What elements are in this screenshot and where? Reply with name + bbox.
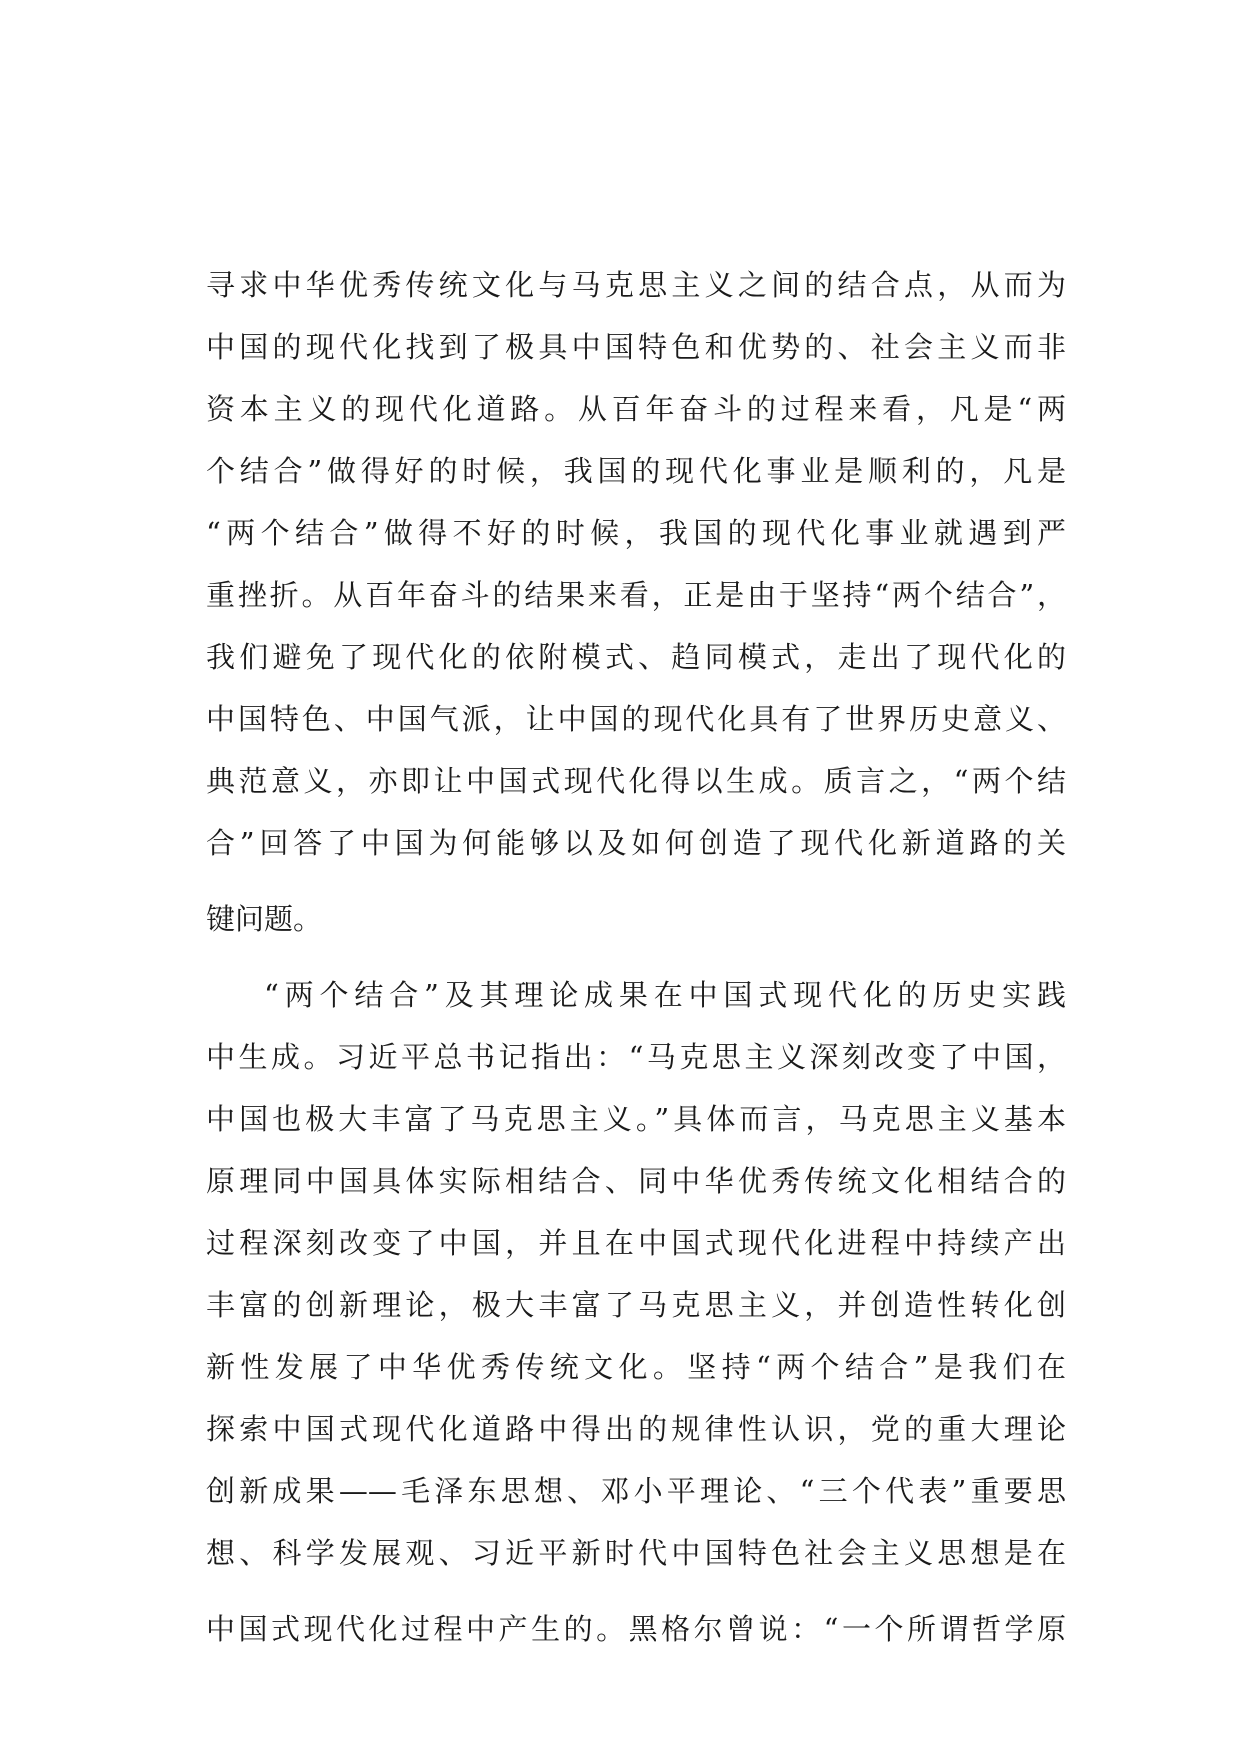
paragraph-end-line: 键问题。: [206, 902, 323, 936]
text-line: 中国的现代化找到了极具中国特色和优势的、社会主义而非: [206, 330, 1066, 364]
text-line: 中国也极大丰富了马克思主义。”具体而言，马克思主义基本: [206, 1102, 1066, 1136]
text-line: 过程深刻改变了中国，并且在中国式现代化进程中持续产出: [206, 1226, 1066, 1260]
paragraph-start-line: “两个结合”及其理论成果在中国式现代化的历史实践: [264, 978, 1066, 1012]
text-line: 探索中国式现代化道路中得出的规律性认识，党的重大理论: [206, 1412, 1066, 1446]
text-line: 个结合”做得好的时候，我国的现代化事业是顺利的，凡是: [206, 454, 1066, 488]
text-line: 合”回答了中国为何能够以及如何创造了现代化新道路的关: [206, 826, 1066, 860]
text-line: 典范意义，亦即让中国式现代化得以生成。质言之，“两个结: [206, 764, 1066, 798]
body-text: [206, 254, 1066, 1660]
text-line: 我们避免了现代化的依附模式、趋同模式，走出了现代化的: [206, 640, 1066, 674]
text-line: 新性发展了中华优秀传统文化。坚持“两个结合”是我们在: [206, 1350, 1066, 1384]
text-line: 中生成。习近平总书记指出：“马克思主义深刻改变了中国，: [206, 1040, 1066, 1074]
text-line: 资本主义的现代化道路。从百年奋斗的过程来看，凡是“两: [206, 392, 1066, 426]
text-line: 丰富的创新理论，极大丰富了马克思主义，并创造性转化创: [206, 1288, 1066, 1322]
text-line: 寻求中华优秀传统文化与马克思主义之间的结合点，从而为: [206, 268, 1066, 302]
text-line: 中国特色、中国气派，让中国的现代化具有了世界历史意义、: [206, 702, 1066, 736]
text-line: “两个结合”做得不好的时候，我国的现代化事业就遇到严: [206, 516, 1066, 550]
text-line: 想、科学发展观、习近平新时代中国特色社会主义思想是在: [206, 1536, 1066, 1570]
text-line: 重挫折。从百年奋斗的结果来看，正是由于坚持“两个结合”，: [206, 578, 1066, 612]
text-line: 原理同中国具体实际相结合、同中华优秀传统文化相结合的: [206, 1164, 1066, 1198]
text-line: 中国式现代化过程中产生的。黑格尔曾说：“一个所谓哲学原: [206, 1612, 1066, 1646]
text-line: 创新成果——毛泽东思想、邓小平理论、“三个代表”重要思: [206, 1474, 1066, 1508]
